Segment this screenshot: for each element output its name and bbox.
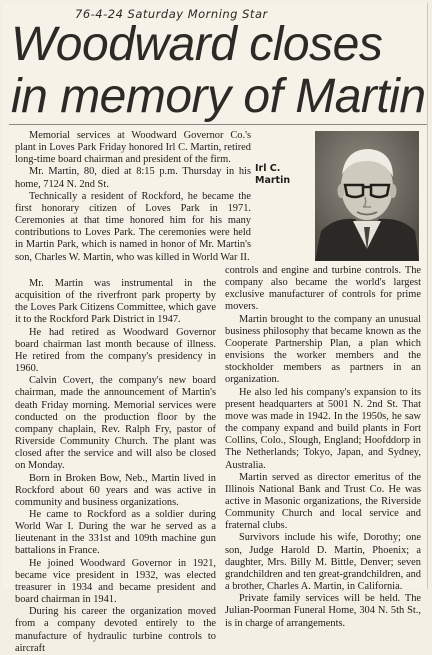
portrait-photo	[315, 131, 419, 261]
paragraph: Technically a resident of Rockford, he became the first honorary citizen of Loves Park in 1971. Ceremonies at that time honored him for his many contributions to Loves Park. The ceremonies were held in Martin Park, which is named in honor of Mr. Martin's son, Charles W. Martin, who was killed in World War II.	[15, 190, 251, 263]
paragraph: Martin served as director emeritus of the Illinois National Bank and Trust Co. He was active in Masonic organizations, the Riverside Community Church and local service and fraternal clubs.	[225, 471, 421, 532]
paragraph: During his career the organization moved from a company devoted entirely to the manufacture of hydraulic turbine controls to aircraft	[15, 606, 216, 654]
photo-caption-line: Irl C.	[255, 163, 281, 174]
newspaper-clipping	[3, 3, 428, 654]
paragraph: He joined Woodward Governor in 1921, became vice president in 1932, was elected treasurer in 1934 and became president and board chairman in 1941.	[15, 557, 216, 606]
paragraph: He came to Rockford as a soldier during World War I. During the war he served as a lieutenant in the 331st and 109th machine gun battalions in France.	[15, 508, 216, 557]
paragraph: Born in Broken Bow, Neb., Martin lived in Rockford about 60 years and was active in community and business organizations.	[15, 472, 216, 508]
paragraph: He had retired as Woodward Governor board chairman last month because of illness. He retired from the company's presidency in 1960.	[15, 326, 216, 375]
photo-caption-line: Martin	[255, 175, 291, 186]
headline-line-1: Woodward closes	[11, 18, 383, 71]
headline-rule	[9, 124, 427, 125]
article-column-left-top	[15, 130, 251, 264]
paragraph: Memorial services at Woodward Governor Co.'s plant in Loves Park Friday honored Irl C. Martin, retired long-time board chairman and president of the firm.	[15, 130, 251, 166]
paragraph: controls and engine and turbine controls. The company also became the world's largest exclusive manufacturer of controls for prime movers.	[225, 265, 421, 313]
paragraph: He also led his company's expansion to its present headquarters at 5001 N. 2nd St. That move was made in 1942. In the 1950s, he saw the company expand and build plants in Fort Collins, Colo., Slough, England; Hoofddorp in The Netherlands; Tokyo, Japan, and Sydney, Australia.	[225, 386, 421, 471]
photo-caption	[255, 163, 307, 187]
handwritten-date-note: 76-4-24 Saturday Morning Star	[75, 7, 268, 21]
article-column-left-bottom	[15, 278, 216, 655]
paragraph: Calvin Covert, the company's new board chairman, made the announcement of Martin's death Friday morning. Memorial services were conducted on the production floor by the company chaplain, Rev. Ralph Fry, pastor of Riverside Community Church. The plant was closed after the service and will also be closed on Monday.	[15, 375, 216, 472]
paragraph: Mr. Martin, 80, died at 8:15 p.m. Thursday in his home, 7124 N. 2nd St.	[15, 166, 251, 190]
article-column-right	[225, 265, 421, 630]
paragraph: Martin brought to the company an unusual business philosophy that became known as the Cooperate Partnership Plan, a plan which envisions the worker members and the stockholder members as partners in an organization.	[225, 313, 421, 386]
paragraph: Mr. Martin was instrumental in the acquisition of the riverfront park property by the Loves Park Citizens Committee, which gave it to the Rockford Park District in 1947.	[15, 278, 216, 326]
paragraph: Private family services will be held. The Julian-Poorman Funeral Home, 304 N. 5th St., is in charge of arrangements.	[225, 593, 421, 629]
paragraph: Survivors include his wife, Dorothy; one son, Judge Harold D. Martin, Phoenix; a daughter, Mrs. Billy M. Bittle, Denver; seven grandchildren and ten great-grandchildren, and a brother, Charles A. Martin, in California.	[225, 532, 421, 593]
headline-line-2: in memory of Martin	[11, 70, 426, 123]
portrait-illustration	[315, 131, 419, 261]
